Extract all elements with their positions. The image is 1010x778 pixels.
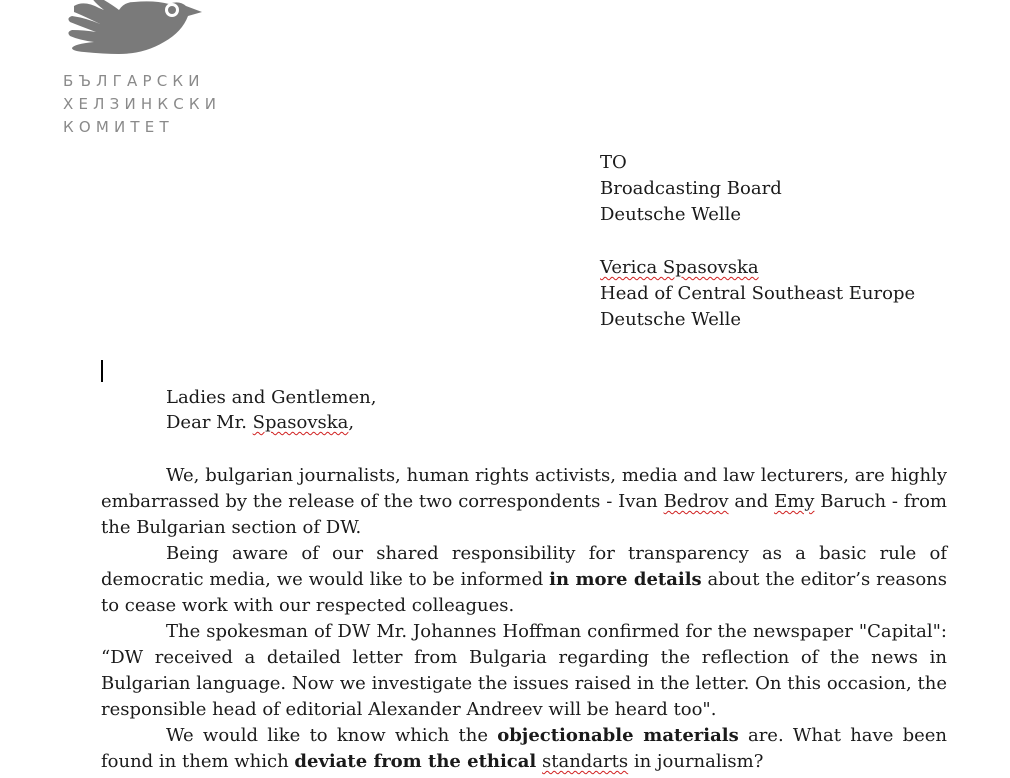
- logo-line: ХЕЛЗИНКСКИ: [63, 95, 222, 113]
- to-label: TO: [600, 152, 627, 173]
- logo-line: БЪЛГАРСКИ: [63, 72, 205, 90]
- recipient-org: Deutsche Welle: [600, 309, 742, 330]
- spellcheck-flagged-word[interactable]: Emy: [774, 491, 815, 512]
- salutation-line: Ladies and Gentlemen,: [166, 387, 377, 408]
- recipient-title: Head of Central Southeast Europe: [600, 283, 916, 304]
- salutation: [166, 385, 376, 435]
- bold-text: objectionable materials: [497, 725, 739, 746]
- salutation-line: Dear Mr. Spasovska,: [166, 412, 355, 433]
- text-cursor: [101, 360, 103, 382]
- recipient-name: [600, 255, 915, 281]
- hand-bird-icon: [64, 0, 204, 61]
- paragraph: Being aware of our shared responsibility for transparency as a basic rule of democratic media, we would like to be informed in more details about the editor’s reasons to cease work with our respected colleagues.: [101, 543, 947, 616]
- recipient-org: Deutsche Welle: [600, 204, 742, 225]
- recipient-org: Broadcasting Board: [600, 178, 782, 199]
- paragraph: We would like to know which the objectionable materials are. What have been found in them which deviate from the ethical standarts in journalism?: [101, 725, 947, 772]
- spellcheck-flagged-word[interactable]: Spasovska: [252, 412, 349, 433]
- paragraph: The spokesman of DW Mr. Johannes Hoffman confirmed for the newspaper "Capital": “DW received a detailed letter from Bulgaria regarding the reflection of the news in Bulgarian language. Now we investigate the issues raised in the letter. On this occasion, the responsible head of editorial Alexander Andreev will be heard too".: [101, 621, 947, 720]
- logo-line: КОМИТЕТ: [63, 118, 174, 136]
- spellcheck-flagged-word[interactable]: standarts: [542, 751, 629, 772]
- bold-text: in more details: [549, 569, 702, 590]
- bold-text: deviate from the ethical: [294, 751, 537, 772]
- logo-text: [63, 70, 221, 139]
- spellcheck-flagged-word[interactable]: Bedrov: [663, 491, 729, 512]
- paragraph: We, bulgarian journalists, human rights activists, media and law lecturers, are highly embarrassed by the release of the two correspondents - Ivan Bedrov and Emy Baruch - from the Bulgarian section of DW.: [101, 465, 947, 538]
- letter-body: [101, 463, 947, 775]
- helsinki-committee-logo: [60, 0, 222, 140]
- spellcheck-flagged-word[interactable]: Verica Spasovska: [600, 257, 759, 278]
- recipient-address: [600, 150, 915, 333]
